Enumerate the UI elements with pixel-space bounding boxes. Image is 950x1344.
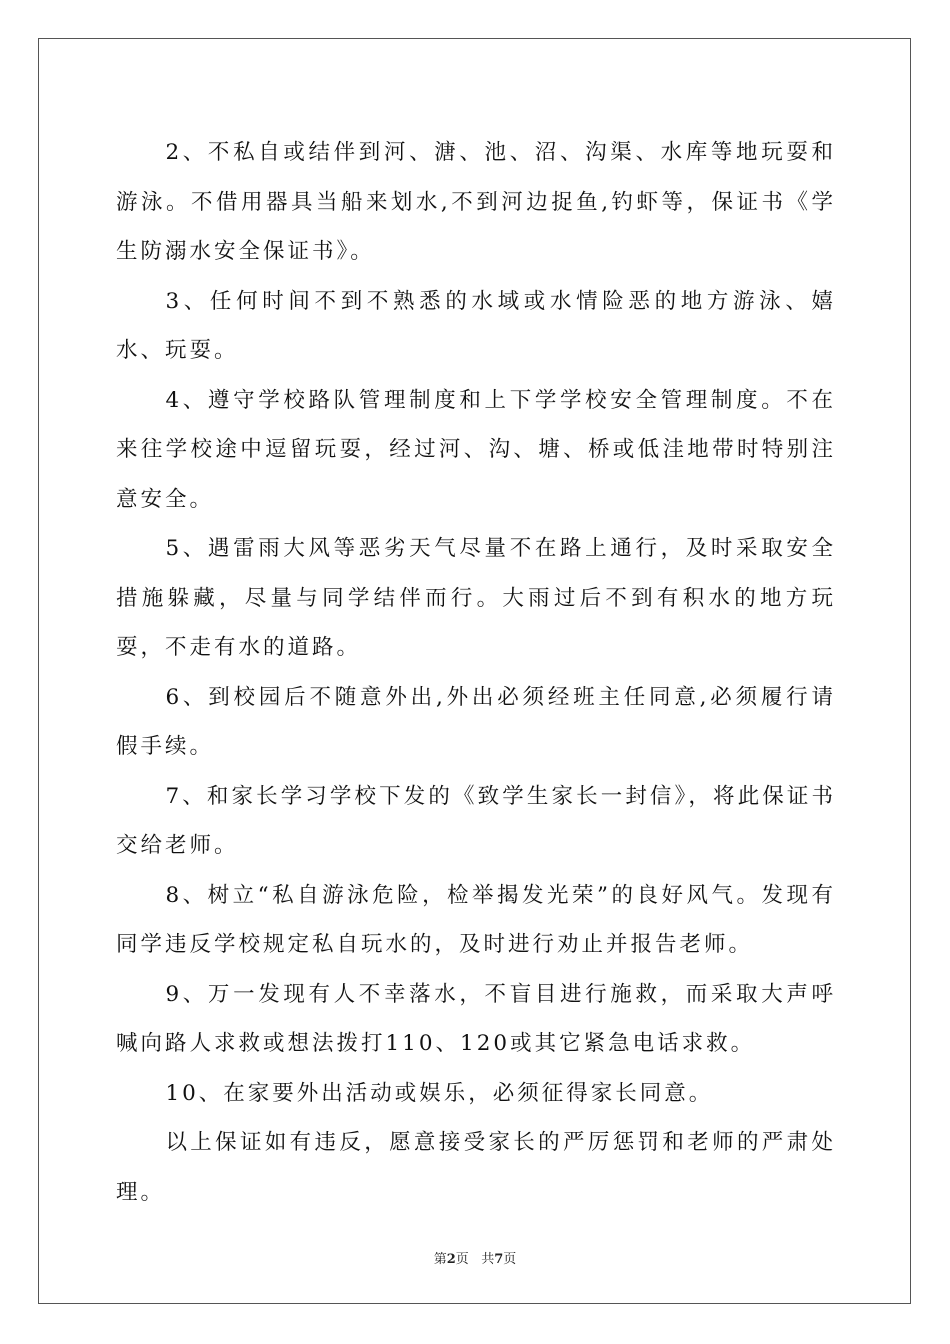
paragraph-7: 7、和家长学习学校下发的《致学生家长一封信》，将此保证书交给老师。 <box>116 783 836 858</box>
footer-total-suffix: 页 <box>503 1252 517 1267</box>
paragraph-6: 6、到校园后不随意外出,外出必须经班主任同意,必须履行请假手续。 <box>116 684 836 759</box>
paragraph-10: 10、在家要外出活动或娱乐，必须征得家长同意。 <box>165 1080 714 1106</box>
closing-paragraph: 以上保证如有违反，愿意接受家长的严厉惩罚和老师的严肃处理。 <box>116 1130 836 1205</box>
paragraph-2: 2、不私自或结伴到河、溏、池、沼、沟渠、水库等地玩耍和游泳。不借用器具当船来划水,不到河边捉鱼,钓虾等，保证书《学生防溺水安全保证书》。 <box>116 140 836 264</box>
paragraph-3: 3、任何时间不到不熟悉的水域或水情险恶的地方游泳、嬉水、玩耍。 <box>116 288 836 363</box>
footer-prefix: 第 <box>433 1252 447 1267</box>
page-footer <box>0 1248 950 1267</box>
total-page-count: 7 <box>494 1252 504 1267</box>
paragraph-8: 8、树立“私自游泳危险，检举揭发光荣”的良好风气。发现有同学违反学校规定私自玩水的，及时进行劝止并报告老师。 <box>116 882 836 957</box>
paragraph-5: 5、遇雷雨大风等恶劣天气尽量不在路上通行，及时采取安全措施躲藏，尽量与同学结伴而行。大雨过后不到有积水的地方玩耍，不走有水的道路。 <box>116 536 836 660</box>
footer-page-suffix: 页 <box>455 1252 469 1267</box>
current-page-number: 2 <box>446 1252 456 1267</box>
footer-total-prefix: 共 <box>481 1252 495 1267</box>
document-body <box>116 128 836 1217</box>
paragraph-9: 9、万一发现有人不幸落水，不盲目进行施救，而采取大声呼喊向路人求救或想法拨打110、120或其它紧急电话求救。 <box>116 981 836 1056</box>
paragraph-4: 4、遵守学校路队管理制度和上下学学校安全管理制度。不在来往学校途中逗留玩耍，经过河、沟、塘、桥或低洼地带时特别注意安全。 <box>116 387 836 512</box>
